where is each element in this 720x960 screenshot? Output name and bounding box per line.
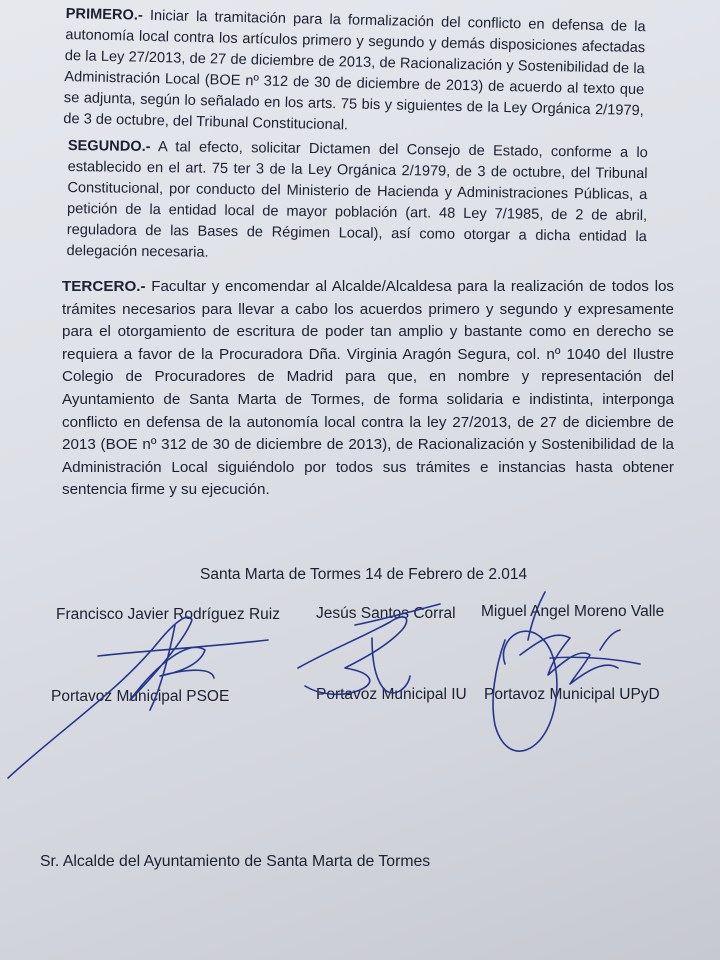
paragraph-body-primero: Iniciar la tramitación para la formalización del conflicto en defensa de la autonomía local contra los artículos primero y segundo y demás disposiciones afectadas de la Ley 27/2013, de 27 de diciembre de 2013, de Racionalización y Sostenibilidad de la Administración Local (BOE nº 312 de 30 de diciembre de 2013) de acuerdo al texto que se adjunta, según lo señalado en los arts. 75 bis y siguientes de la Ley Orgánica 2/1979, de 3 de octubre, del Tribunal Constitucional. — [63, 7, 646, 134]
signatory-name-upyd: Miguel Angel Moreno Valle — [481, 603, 665, 620]
paragraph-body-segundo: A tal efecto, solicitar Dictamen del Consejo de Estado, conforme a lo establecido en el art. 75 ter 3 de la Ley Orgánica 2/1979, de 3 de octubre, del Tribunal Constitucional, por conducto del Ministerio de Hacienda y Administraciones Públicas, a petición de la entidad local de mayor población (art. 48 Ley 7/1985, de 2 de abril, reguladora de las Bases de Régimen Local), así como otorgar a dicha entidad la delegación necesaria. — [66, 139, 648, 261]
signatory-name-iu: Jesús Santos Corral — [316, 605, 456, 622]
paragraph-primero — [63, 4, 646, 143]
paragraph-tercero — [62, 276, 674, 502]
paragraph-segundo — [66, 136, 647, 269]
paragraph-heading-primero: PRIMERO.- — [65, 5, 143, 24]
signatory-name-psoe: Francisco Javier Rodríguez Ruiz — [56, 606, 280, 623]
paragraph-heading-segundo: SEGUNDO.- — [67, 137, 151, 156]
signatory-role-psoe: Portavoz Municipal PSOE — [51, 688, 230, 705]
signatory-role-iu: Portavoz Municipal IU — [316, 686, 467, 703]
paragraph-heading-tercero: TERCERO.- — [62, 278, 146, 295]
paragraph-body-tercero: Facultar y encomendar al Alcalde/Alcaldesa para la realización de todos los trámites necesarios para llevar a cabo los acuerdos primero y segundo y expresamente para el otorgamiento de escritura de poder tan amplio y bastante como en derecho se requiera a favor de la Procuradora Dña. Virginia Aragón Segura, col. nº 1040 del Ilustre Colegio de Procuradores de Madrid para que, en nombre y representación del Ayuntamiento de Santa Marta de Tormes, de forma solidaria e indistinta, interponga conflicto en defensa de la autonomía local contra la ley 27/2013, de 27 de diciembre de 2013 (BOE nº 312 de 30 de diciembre de 2013), de Racionalización y Sostenibilidad de la Administración Local siguiéndolo por todos sus trámites e instancias hasta obtener sentencia firme y su ejecución. — [62, 278, 674, 499]
place-and-date: Santa Marta de Tormes 14 de Febrero de 2.014 — [200, 566, 528, 583]
addressee: Sr. Alcalde del Ayuntamiento de Santa Marta de Tormes — [40, 853, 431, 870]
signatory-role-upyd: Portavoz Municipal UPyD — [484, 686, 660, 703]
